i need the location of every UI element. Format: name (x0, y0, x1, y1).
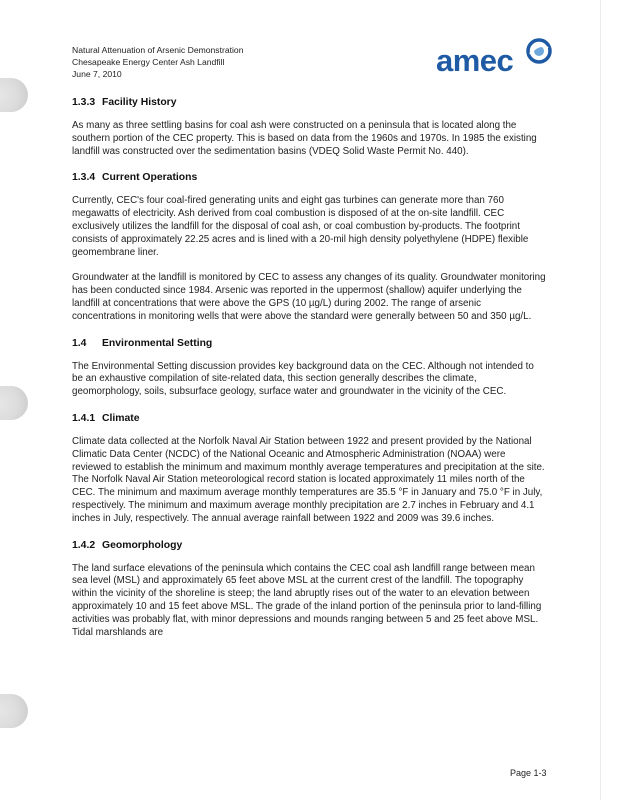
section-title: Climate (102, 412, 140, 424)
section-number: 1.4 (72, 337, 87, 349)
body-paragraph: Climate data collected at the Norfolk Naval Air Station between 1922 and present provided by the National Climatic Data Center (NCDC) of the National Oceanic and Atmospheric Administration (NOAA) were reviewed to establish the minimum and maximum monthly average temperatures and precipitation at the site. The Norfolk Naval Air Station meteorological record station is located approximately 11 miles north of the CEC. The minimum and maximum average monthly temperatures are 35.5 °F in January and 75.0 °F in July, respectively. The minimum and maximum average monthly precipitation are 2.7 inches in February and 4.1 inches in July, respectively. The annual average rainfall between 1922 and 2009 was 39.6 inches. (72, 435, 545, 524)
amec-logo (436, 38, 552, 80)
header-site: Chesapeake Energy Center Ash Landfill (72, 57, 225, 67)
section-heading (72, 337, 547, 350)
page-number: Page 1-3 (510, 768, 547, 778)
page-edge (600, 0, 601, 800)
document-body (72, 96, 547, 652)
binder-hole (0, 78, 28, 112)
binder-hole (0, 386, 28, 420)
header-title: Natural Attenuation of Arsenic Demonstration (72, 45, 244, 55)
section-heading (72, 412, 547, 425)
body-paragraph: As many as three settling basins for coal ash were constructed on a peninsula that is located along the southern portion of the CEC property. This is based on data from the 1960s and 1970s. In 1985 the existing landfill was constructed over the sedimentation basins (VDEQ Solid Waste Permit No. 440). (72, 120, 537, 157)
section-heading (72, 171, 547, 184)
logo-text: amec (436, 43, 514, 78)
body-paragraph: Groundwater at the landfill is monitored by CEC to assess any changes of its quality. Groundwater monitoring has been conducted since 1984. Arsenic was reported in the uppermost (shallow) aquifer underlying the landfill at concentrations that were above the GPS (10 µg/L) during 2002. The range of arsenic concentrations in monitoring wells that were above the standard were generally between 50 and 350 µg/L. (72, 272, 546, 322)
amec-swirl-icon (526, 38, 552, 64)
section-heading (72, 96, 547, 109)
binder-hole (0, 694, 28, 728)
section-title: Facility History (102, 97, 177, 108)
section-number: 1.3.3 (72, 97, 96, 108)
body-paragraph: The Environmental Setting discussion provides key background data on the CEC. Although not intended to be an exhaustive compilation of site-related data, this section generally describes the climate, geomorphology, soils, subsurface geology, surface water and groundwater in the vicinity of the CEC. (72, 360, 534, 398)
header-date: June 7, 2010 (72, 69, 122, 79)
section-number: 1.4.2 (72, 539, 96, 551)
section-title: Environmental Setting (102, 337, 213, 349)
body-paragraph: Currently, CEC's four coal-fired generating units and eight gas turbines can generate more than 760 megawatts of electricity. Ash derived from coal combustion is disposed of at the on-site landfill. CEC exclusively utilizes the landfill for the disposal of coal ash, or coal combustion by-products. The footprint consists of approximately 22.25 acres and is lined with a 20-mil high density polyethylene (HDPE) flexible geomembrane liner. (72, 195, 529, 258)
body-paragraph: The land surface elevations of the peninsula which contains the CEC coal ash landfill range between mean sea level (MSL) and approximately 65 feet above MSL at the current crest of the landfill. The topography within the vicinity of the shoreline is steep; the land abruptly rises out of the water to an elevation between approximately 10 and 15 feet above MSL. The grade of the inland portion of the peninsula prior to land-filling activities was probably flat, with minor depressions and mounds ranging between 5 and 25 feet above MSL. Tidal marshlands are (72, 562, 542, 638)
section-title: Current Operations (102, 172, 198, 184)
section-number: 1.3.4 (72, 172, 96, 184)
section-heading (72, 539, 547, 552)
section-number: 1.4.1 (72, 412, 96, 424)
document-header (72, 44, 244, 80)
section-title: Geomorphology (102, 539, 183, 551)
